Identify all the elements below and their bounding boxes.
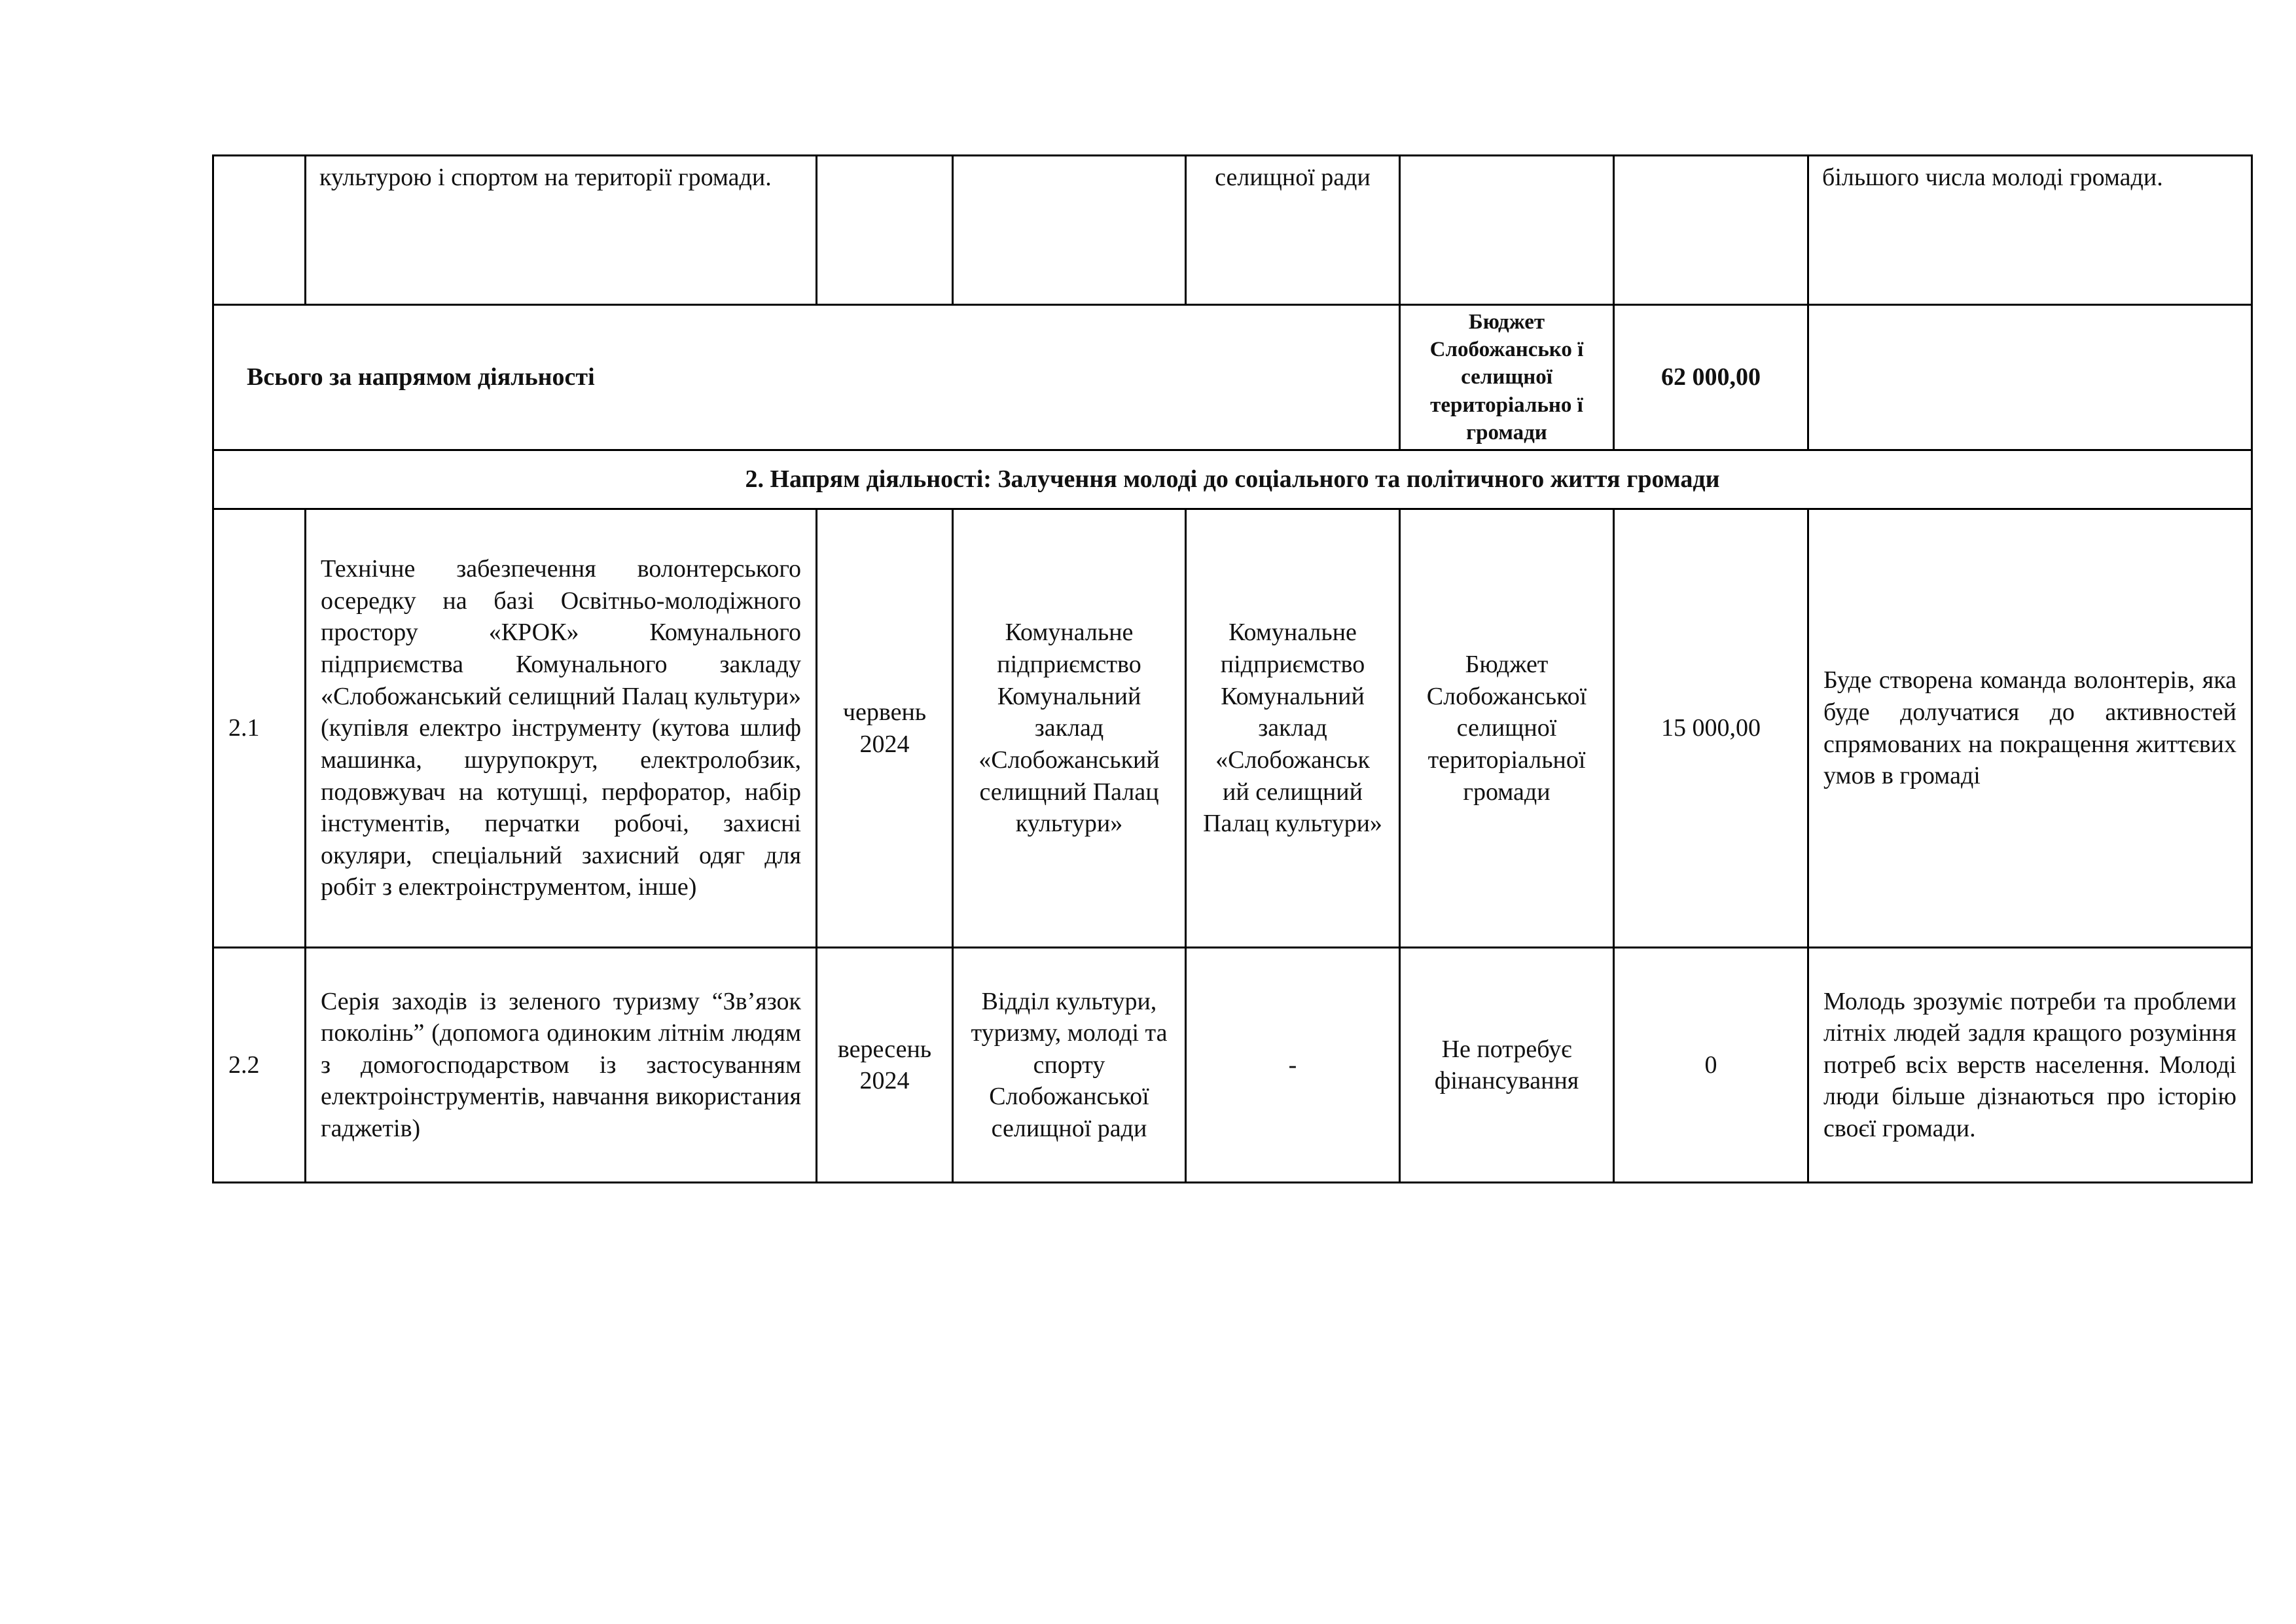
total-source: Бюджет Слобожансько ї селищної територіально ї громади — [1400, 305, 1614, 450]
row-executor: Відділ культури, туризму, молоді та спорту Слобожанської селищної ради — [953, 948, 1186, 1183]
continuation-row — [213, 156, 2252, 305]
row-index: 2.1 — [213, 509, 306, 948]
row-partner: - — [1186, 948, 1400, 1183]
total-result-empty — [1808, 305, 2252, 450]
cell-amount — [1614, 156, 1808, 305]
row-activity: Технічне забезпечення волонтерського осередку на базі Освітньо-молодіжного простору «КРОК» Комунального підприємства Комунального закладу «Слобожанський селищний Палац культури» (купівля електро інструменту (кутова шлиф машинка, шурупокрут, електролобзик, подовжувач на котушці, перфоратор, набір інстументів, перчатки робочі, захисні окуляри, спеціальний захисний одяг для робіт з електроінструментом, інше) — [306, 509, 817, 948]
cell-source — [1400, 156, 1614, 305]
section-title: 2. Напрям діяльності: Залучення молоді до соціального та політичного життя громади — [213, 450, 2252, 509]
total-amount: 62 000,00 — [1614, 305, 1808, 450]
row-amount: 0 — [1614, 948, 1808, 1183]
row-executor: Комунальне підприємство Комунальний заклад «Слобожанський селищний Палац культури» — [953, 509, 1186, 948]
cell-term — [817, 156, 953, 305]
row-activity: Серія заходів із зеленого туризму “Зв’язок поколінь” (допомога одиноким літнім людям з домогосподарством із застосуванням електроінструментів, навчання використания гаджетів) — [306, 948, 817, 1183]
row-term: червень 2024 — [817, 509, 953, 948]
row-index: 2.2 — [213, 948, 306, 1183]
cell-executor-empty — [953, 156, 1186, 305]
row-term: вересень 2024 — [817, 948, 953, 1183]
section-heading-row — [213, 450, 2252, 509]
cell-result: більшого числа молоді громади. — [1808, 156, 2252, 305]
total-row — [213, 305, 2252, 450]
row-result: Молодь зрозуміє потреби та проблеми літніх людей задля кращого розуміння потреб всіх верств населення. Молоді люди більше дізнаються про історію своєї громади. — [1808, 948, 2252, 1183]
cell-index — [213, 156, 306, 305]
program-table — [212, 154, 2253, 1183]
row-partner: Комунальне підприємство Комунальний заклад «Слобожанськ ий селищний Палац культури» — [1186, 509, 1400, 948]
row-amount: 15 000,00 — [1614, 509, 1808, 948]
total-label: Всього за напрямом діяльності — [213, 305, 1400, 450]
table-row — [213, 948, 2252, 1183]
table-row — [213, 509, 2252, 948]
row-source: Не потребує фінансування — [1400, 948, 1614, 1183]
cell-executor: селищної ради — [1186, 156, 1400, 305]
row-source: Бюджет Слобожанської селищної територіальної громади — [1400, 509, 1614, 948]
cell-activity: культурою і спортом на території громади. — [306, 156, 817, 305]
row-result: Буде створена команда волонтерів, яка буде долучатися до активностей спрямованих на покращення життєвих умов в громаді — [1808, 509, 2252, 948]
